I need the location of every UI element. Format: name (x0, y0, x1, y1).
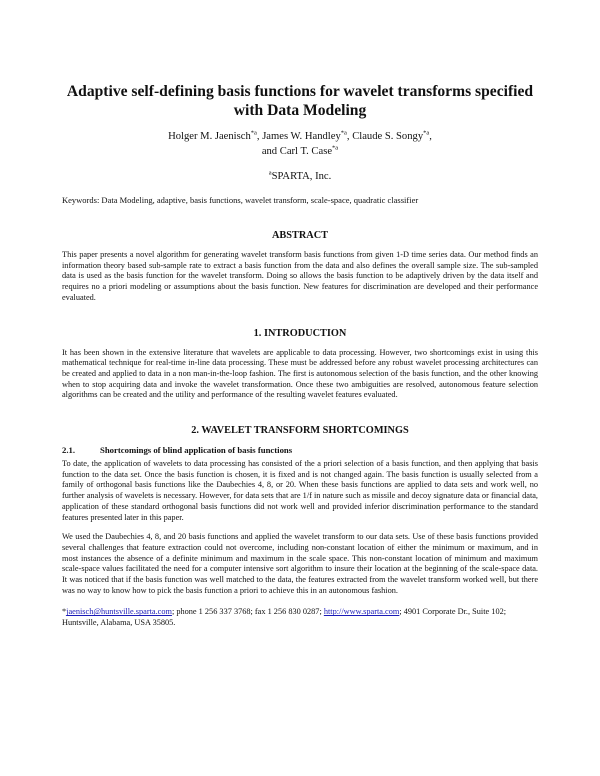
keywords: Keywords: Data Modeling, adaptive, basis functions, wavelet transform, scale-space, quadratic classifier (62, 195, 419, 205)
subsection-number: 2.1. (62, 445, 76, 456)
footnote-mark: * (62, 607, 67, 617)
author-line-2 (62, 144, 538, 159)
author-affil-mark: *a (250, 129, 257, 137)
abstract-text: This paper presents a novel algorithm for generating wavelet transform basis functions from given 1-D time series data. Our method finds an information theory based sub-sample rate to extract a basis function from the data and also defines the overall sample size. The sub-sampled data is used as the basis function for the wavelet transform. Doing so allows the basis function to be adaptively driven by the data itself and requires no a priori modeling or assumptions about the basis function. New features for discrimination are developed and their performance evaluated. (62, 250, 538, 302)
email-link[interactable]: jaenisch@huntsville.sparta.com (66, 607, 172, 617)
author-affil-mark: *a (340, 129, 347, 137)
affiliation-mark: a (268, 169, 272, 177)
body-paragraph-2: We used the Daubechies 4, 8, and 20 basis functions and applied the wavelet transform to our data sets. Use of these basis functions provided several challenges that feature extraction could not overcome, including non-constant location of either the minimum or maximum, and in most instances the absence of a definite minimum and maximum in the scale space. This non-constant location of minimum and maximum scale-space values facilitated the need for a computer intensive sort algorithm to insure their location at the beginning of the scale-space data. It was noticed that if the basis function was well matched to the data, the features extracted from the wavelet transform worked well, but there was no way to know how to pick the basis function a priori to achieve this in an autonomous fashion. (62, 532, 538, 595)
paper-page (62, 82, 538, 628)
affiliation (62, 171, 538, 182)
introduction-heading: 1. INTRODUCTION (253, 327, 347, 339)
wavelet-shortcomings-heading: 2. WAVELET TRANSFORM SHORTCOMINGS (191, 425, 409, 437)
website-link[interactable]: http://www.sparta.com (323, 607, 400, 617)
author-name: , Claude S. Songy (346, 131, 424, 142)
subsection-heading (62, 445, 538, 455)
footnote (62, 606, 538, 628)
postal-address: ; 4901 Corporate Dr., Suite 102; Huntsville, Alabama, USA 35805. (62, 607, 507, 628)
author-separator: , (429, 131, 432, 142)
author-name: Holger M. Jaenisch (168, 131, 251, 142)
abstract-heading: ABSTRACT (271, 230, 329, 241)
author-affil-mark: *a (423, 129, 430, 137)
author-name: , James W. Handley (256, 131, 341, 142)
introduction-text: It has been shown in the extensive literature that wavelets are applicable to data processing. However, two shortcomings exist in using this mathematical technique for real-time in-line data processing. These must be addressed before any robust wavelet processing architectures can be created and applied to data in a non man-in-the-loop fashion. The first is autonomous selection of the basis function, and the other knowing when to stop acquiring data and invoke the wavelet transformation. Once these two ambiguities are resolved, autonomous feature selection algorithms can be created and the utility and performance of the resulting wavelet features evaluated. (62, 347, 538, 400)
affiliation-name: SPARTA, Inc. (271, 171, 332, 182)
contact-info: ; phone 1 256 337 3768; fax 1 256 830 0287; (171, 607, 324, 617)
paper-title: Adaptive self-defining basis functions for wavelet transforms specified with Data Modeling (66, 83, 534, 119)
author-list (62, 129, 538, 159)
author-line-1 (62, 129, 538, 144)
body-paragraph-1: To date, the application of wavelets to data processing has consisted of the a priori selection of a basis function, and then applying that basis function to the data set. Once the basis function is chosen, it is fixed and is not changed again. The basis function is usually selected from a family of orthogonal basis functions like the Daubechies 4, 8, or 20. When these basis functions are applied to data sets and work well, no further analysis of wavelets is necessary. However, for data sets that are 1/f in nature such as missile and decoy signature data or financial data, application of these standard orthogonal basis functions did not work well and provided inferior discrimination performance to the standard features presented later in this paper. (62, 459, 538, 522)
author-name: and Carl T. Case (261, 146, 333, 157)
author-affil-mark: *a (332, 144, 339, 152)
subsection-title: Shortcomings of blind application of basis functions (100, 445, 293, 456)
